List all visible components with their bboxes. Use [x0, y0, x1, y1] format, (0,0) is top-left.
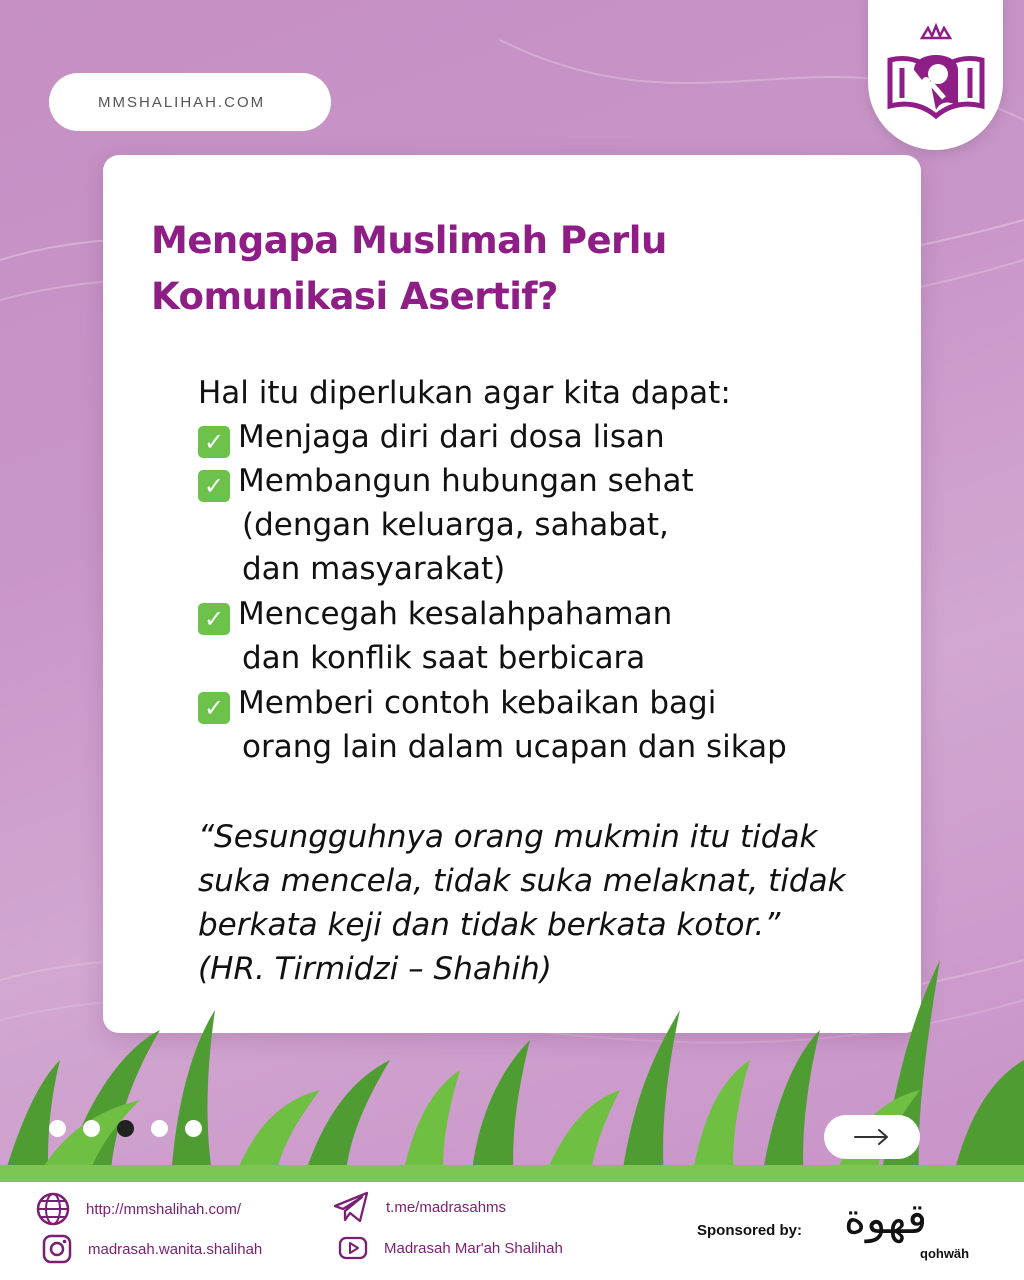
benefit-line: Membangun hubungan sehat [238, 463, 694, 499]
check-icon: ✓ [198, 470, 230, 502]
site-label: MMSHALIHAH.COM [98, 93, 266, 111]
quote-line: suka mencela, tidak suka melaknat, tidak [198, 863, 846, 899]
benefit-item [198, 415, 665, 459]
instagram-text: madrasah.wanita.shalihah [88, 1240, 263, 1258]
youtube-icon [338, 1236, 368, 1260]
intro-text: Hal itu diperlukan agar kita dapat: [198, 375, 731, 411]
check-icon: ✓ [198, 426, 230, 458]
card-title [151, 213, 871, 325]
site-label-pill[interactable] [49, 73, 331, 131]
quote-line: berkata keji dan tidak berkata kotor.” [198, 907, 781, 943]
title-line: Komunikasi Asertif? [151, 275, 558, 318]
sponsor-arabic: قهوة [844, 1194, 928, 1243]
title-line: Mengapa Muslimah Perlu [151, 219, 667, 262]
carousel-dot[interactable] [49, 1120, 66, 1137]
quote-line: “Sesungguhnya orang mukmin itu tidak [198, 819, 818, 855]
carousel-dot[interactable] [151, 1120, 168, 1137]
benefit-item [198, 459, 694, 591]
youtube-text: Madrasah Mar'ah Shalihah [384, 1239, 563, 1257]
benefit-line: (dengan keluarga, sahabat, [242, 507, 669, 543]
content-card [103, 155, 921, 1033]
footer [0, 1182, 1024, 1280]
benefit-line: orang lain dalam ucapan dan sikap [242, 729, 787, 765]
check-icon: ✓ [198, 603, 230, 635]
benefit-line: dan konflik saat berbicara [242, 640, 646, 676]
sponsor-logo[interactable] [836, 1194, 986, 1274]
sponsored-label: Sponsored by: [697, 1222, 803, 1239]
website-text: http://mmshalihah.com/ [86, 1200, 242, 1218]
arrow-right-icon [853, 1127, 891, 1147]
website-link[interactable] [36, 1192, 241, 1226]
globe-icon [36, 1192, 70, 1226]
hadith-quote [198, 815, 898, 991]
carousel-dots [49, 1120, 202, 1137]
sponsor-latin: qohwäh [920, 1246, 970, 1261]
telegram-link[interactable] [332, 1190, 506, 1224]
telegram-icon [332, 1190, 370, 1224]
youtube-link[interactable] [338, 1236, 563, 1260]
logo-icon [884, 20, 988, 120]
instagram-link[interactable] [42, 1234, 262, 1264]
benefit-item [198, 681, 787, 769]
instagram-icon [42, 1234, 72, 1264]
benefit-line: Memberi contoh kebaikan bagi [238, 685, 717, 721]
benefit-item [198, 592, 672, 680]
next-slide-button[interactable] [824, 1115, 920, 1159]
carousel-dot-active[interactable] [117, 1120, 134, 1137]
benefit-line: Menjaga diri dari dosa lisan [238, 419, 665, 455]
carousel-dot[interactable] [83, 1120, 100, 1137]
logo-tab[interactable] [868, 0, 1003, 150]
carousel-dot[interactable] [185, 1120, 202, 1137]
quote-source: (HR. Tirmidzi – Shahih) [198, 951, 552, 987]
telegram-text: t.me/madrasahms [386, 1198, 507, 1216]
benefit-line: dan masyarakat) [242, 551, 506, 587]
check-icon: ✓ [198, 692, 230, 724]
benefit-line: Mencegah kesalahpahaman [238, 596, 673, 632]
